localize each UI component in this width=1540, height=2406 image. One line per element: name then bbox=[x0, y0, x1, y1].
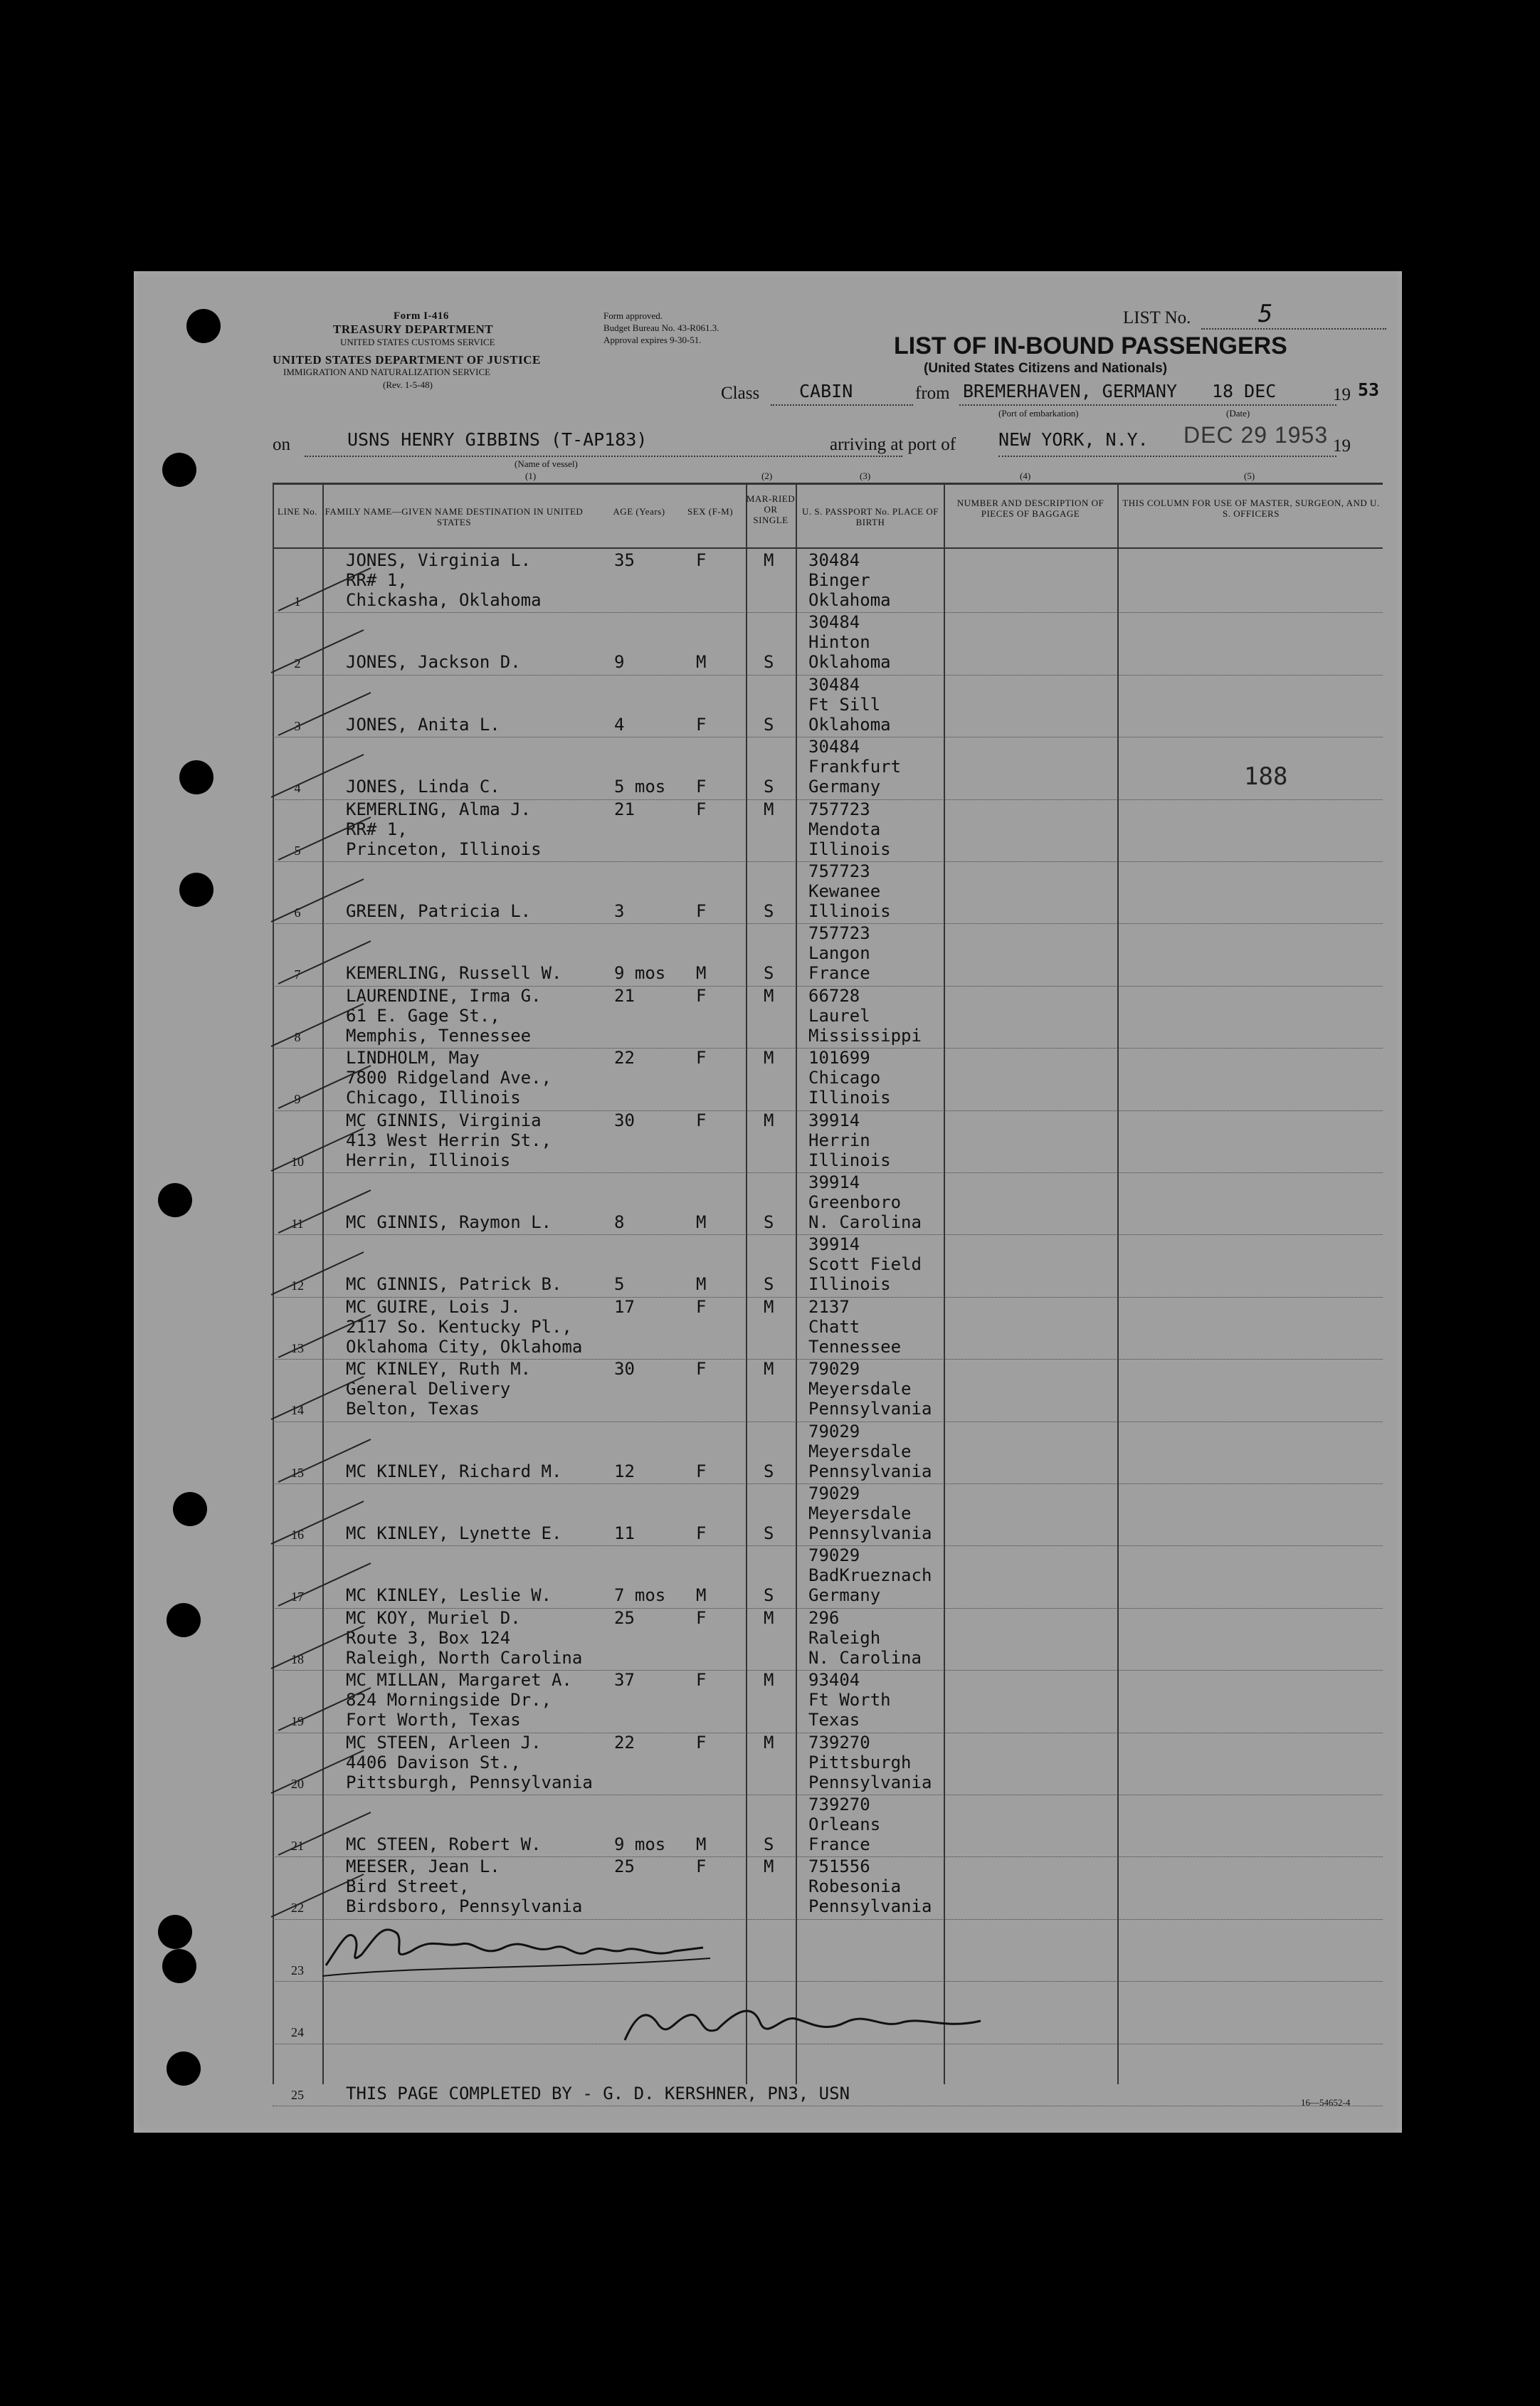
check-mark bbox=[275, 1436, 374, 1486]
sex-value: F bbox=[696, 1607, 707, 1628]
check-mark bbox=[268, 626, 367, 676]
check-mark bbox=[268, 1871, 367, 1921]
passenger-name: KEMERLING, Alma J. bbox=[346, 799, 532, 819]
line-number: 25 bbox=[291, 2087, 304, 2102]
budget-bureau: Budget Bureau No. 43-R061.3. bbox=[603, 322, 719, 333]
passport-number: 757723 bbox=[808, 799, 870, 819]
destination-line: KEMERLING, Russell W. bbox=[346, 963, 562, 984]
line-number: 19 bbox=[291, 1714, 304, 1729]
year-prefix: 19 bbox=[1333, 385, 1351, 404]
check-mark bbox=[268, 1125, 367, 1175]
from-label: from bbox=[915, 384, 950, 403]
passport-number: 79029 bbox=[808, 1483, 860, 1503]
binder-hole bbox=[167, 1603, 201, 1637]
passport-number: 66728 bbox=[808, 985, 860, 1006]
line-number: 1 bbox=[294, 594, 301, 609]
col-header-age: AGE (Years) bbox=[613, 506, 665, 517]
sex-value: F bbox=[696, 1461, 707, 1481]
check-mark bbox=[275, 937, 374, 987]
place-of-birth: Pennsylvania bbox=[808, 1896, 932, 1917]
col-number-3: (3) bbox=[860, 471, 871, 481]
date-value: 18 DEC bbox=[1212, 381, 1277, 401]
age-value: 11 bbox=[614, 1523, 635, 1543]
col-divider bbox=[944, 483, 945, 2084]
destination-line: Birdsboro, Pennsylvania bbox=[346, 1896, 583, 1917]
line-number: 12 bbox=[291, 1278, 304, 1293]
destination-line: Chickasha, Oklahoma bbox=[346, 590, 542, 610]
passenger-name: MC GUIRE, Lois J. bbox=[346, 1296, 521, 1317]
passport-number: 79029 bbox=[808, 1545, 860, 1566]
place-of-birth: Raleigh bbox=[808, 1627, 881, 1648]
ins-service: IMMIGRATION AND NATURALIZATION SERVICE bbox=[283, 367, 491, 377]
binder-hole bbox=[162, 453, 196, 487]
binder-hole bbox=[173, 1492, 207, 1526]
destination-line: Route 3, Box 124 bbox=[346, 1627, 511, 1648]
marital-status: S bbox=[764, 1212, 774, 1232]
check-mark bbox=[268, 751, 367, 801]
age-value: 9 mos bbox=[614, 1834, 666, 1854]
check-mark bbox=[275, 1684, 374, 1734]
arriving-label: arriving at port of bbox=[830, 435, 956, 454]
destination-line: JONES, Jackson D. bbox=[346, 652, 521, 673]
line-number: 11 bbox=[291, 1217, 304, 1231]
vessel-col-number: (1) bbox=[525, 471, 537, 481]
place-of-birth: Hinton bbox=[808, 632, 870, 653]
place-of-birth: Ft Sill bbox=[808, 694, 881, 715]
from-value: BREMERHAVEN, GERMANY bbox=[963, 381, 1178, 401]
place-of-birth: Illinois bbox=[808, 1088, 891, 1108]
passport-number: 30484 bbox=[808, 737, 860, 757]
place-of-birth: Illinois bbox=[808, 1150, 891, 1170]
kershner-signature bbox=[618, 2001, 988, 2051]
col-header-married: MAR-RIED OR SINGLE bbox=[746, 493, 796, 525]
age-value: 21 bbox=[614, 985, 635, 1006]
customs-service: UNITED STATES CUSTOMS SERVICE bbox=[340, 337, 495, 347]
passenger-name: MC STEEN, Arleen J. bbox=[346, 1732, 542, 1753]
line-number: 16 bbox=[291, 1528, 304, 1542]
justice-dept: UNITED STATES DEPARTMENT OF JUSTICE bbox=[273, 353, 541, 367]
place-of-birth: Oklahoma bbox=[808, 714, 891, 735]
sex-value: F bbox=[696, 985, 707, 1006]
destination-line: Raleigh, North Carolina bbox=[346, 1647, 583, 1668]
destination-line: MC KINLEY, Leslie W. bbox=[346, 1585, 552, 1606]
form-approved: Form approved. bbox=[603, 310, 663, 321]
passport-number: 39914 bbox=[808, 1234, 860, 1255]
passenger-name: MC KINLEY, Ruth M. bbox=[346, 1359, 532, 1380]
marital-status: M bbox=[764, 1048, 774, 1068]
check-mark bbox=[268, 1249, 367, 1298]
sex-value: M bbox=[696, 1212, 707, 1232]
row-divider bbox=[273, 1981, 1383, 1982]
arrival-year-prefix: 19 bbox=[1333, 436, 1351, 456]
table-header-border bbox=[273, 547, 1383, 549]
place-of-birth: Mendota bbox=[808, 819, 881, 839]
check-mark bbox=[275, 689, 374, 739]
class-label: Class bbox=[721, 384, 760, 403]
sex-value: F bbox=[696, 1359, 707, 1380]
sex-value: F bbox=[696, 1856, 707, 1877]
destination-line: Belton, Texas bbox=[346, 1399, 480, 1419]
age-value: 22 bbox=[614, 1048, 635, 1068]
marital-status: M bbox=[764, 1296, 774, 1317]
revision: (Rev. 1-5-48) bbox=[383, 379, 433, 390]
passenger-name: MC GINNIS, Virginia bbox=[346, 1110, 542, 1130]
destination-line: Pittsburgh, Pennsylvania bbox=[346, 1772, 593, 1792]
place-of-birth: France bbox=[808, 963, 870, 984]
marital-status: M bbox=[764, 1359, 774, 1380]
marital-status: M bbox=[764, 1110, 774, 1130]
destination-line: 7800 Ridgeland Ave., bbox=[346, 1068, 552, 1088]
destination-line: Fort Worth, Texas bbox=[346, 1710, 521, 1730]
marital-status: M bbox=[764, 1670, 774, 1691]
check-mark bbox=[268, 1622, 367, 1672]
destination-line: Memphis, Tennessee bbox=[346, 1025, 532, 1046]
destination-line: MC KINLEY, Lynette E. bbox=[346, 1523, 562, 1543]
place-of-birth: Oklahoma bbox=[808, 590, 891, 610]
age-value: 9 bbox=[614, 652, 625, 673]
passport-number: 30484 bbox=[808, 674, 860, 695]
place-of-birth: BadKrueznach bbox=[808, 1565, 932, 1586]
place-of-birth: Illinois bbox=[808, 1274, 891, 1295]
destination-line: Chicago, Illinois bbox=[346, 1088, 521, 1108]
destination-line: JONES, Linda C. bbox=[346, 777, 500, 797]
line-number: 17 bbox=[291, 1590, 304, 1604]
check-mark bbox=[268, 1747, 367, 1797]
age-value: 21 bbox=[614, 799, 635, 819]
line-number: 6 bbox=[294, 905, 301, 920]
passport-number: 751556 bbox=[808, 1856, 870, 1877]
place-of-birth: Illinois bbox=[808, 839, 891, 859]
marital-status: S bbox=[764, 1274, 774, 1295]
sex-value: F bbox=[696, 1110, 707, 1130]
destination-line: THIS PAGE COMPLETED BY - G. D. KERSHNER, PN3, USN bbox=[346, 2083, 850, 2103]
destination-line: 4406 Davison St., bbox=[346, 1752, 521, 1772]
passenger-name: MC MILLAN, Margaret A. bbox=[346, 1670, 572, 1691]
binder-hole bbox=[158, 1183, 192, 1217]
age-value: 9 mos bbox=[614, 963, 666, 984]
list-no-value: 5 bbox=[1258, 300, 1273, 328]
passport-number: 93404 bbox=[808, 1670, 860, 1691]
port-embark-caption: (Port of embarkation) bbox=[998, 408, 1079, 419]
passport-number: 30484 bbox=[808, 550, 860, 570]
check-mark bbox=[268, 1000, 367, 1050]
age-value: 3 bbox=[614, 901, 625, 921]
age-value: 30 bbox=[614, 1110, 635, 1130]
place-of-birth: Kewanee bbox=[808, 881, 881, 901]
passport-number: 757723 bbox=[808, 861, 870, 881]
sex-value: M bbox=[696, 652, 707, 673]
marital-status: S bbox=[764, 1585, 774, 1606]
marital-status: S bbox=[764, 1523, 774, 1543]
place-of-birth: Tennessee bbox=[808, 1336, 902, 1357]
passport-number: 739270 bbox=[808, 1732, 870, 1753]
on-label: on bbox=[273, 435, 290, 454]
place-of-birth: N. Carolina bbox=[808, 1212, 922, 1232]
arrival-port: NEW YORK, N.Y. bbox=[998, 429, 1149, 450]
col-divider bbox=[746, 483, 747, 2084]
age-value: 12 bbox=[614, 1461, 635, 1481]
line-number: 3 bbox=[294, 718, 301, 733]
age-value: 5 mos bbox=[614, 777, 666, 797]
col-header-passport: U. S. PASSPORT No. PLACE OF BIRTH bbox=[802, 506, 939, 527]
place-of-birth: Ft Worth bbox=[808, 1690, 891, 1711]
vessel-caption: (Name of vessel) bbox=[515, 458, 578, 469]
sex-value: M bbox=[696, 1585, 707, 1606]
arrival-line bbox=[998, 456, 1336, 457]
age-value: 22 bbox=[614, 1732, 635, 1753]
line-number: 21 bbox=[291, 1839, 304, 1853]
place-of-birth: Frankfurt bbox=[808, 757, 902, 777]
destination-line: 824 Morningside Dr., bbox=[346, 1690, 552, 1711]
form-number: Form I-416 bbox=[394, 310, 449, 322]
place-of-birth: Chicago bbox=[808, 1068, 881, 1088]
passenger-name: MC KOY, Muriel D. bbox=[346, 1607, 521, 1628]
place-of-birth: Oklahoma bbox=[808, 652, 891, 673]
sex-value: F bbox=[696, 1296, 707, 1317]
form-title: LIST OF IN-BOUND PASSENGERS bbox=[894, 332, 1287, 359]
binder-hole bbox=[162, 1949, 196, 1983]
list-no-label: LIST No. bbox=[1123, 308, 1191, 327]
place-of-birth: Pittsburgh bbox=[808, 1752, 912, 1772]
line-number: 9 bbox=[294, 1092, 301, 1107]
place-of-birth: Mississippi bbox=[808, 1025, 922, 1046]
form-subtitle: (United States Citizens and Nationals) bbox=[924, 361, 1168, 376]
sex-value: F bbox=[696, 1048, 707, 1068]
destination-line: MC GINNIS, Raymon L. bbox=[346, 1212, 552, 1232]
destination-line: Oklahoma City, Oklahoma bbox=[346, 1336, 583, 1357]
destination-line: MC GINNIS, Patrick B. bbox=[346, 1274, 562, 1295]
document-page bbox=[134, 271, 1402, 2133]
place-of-birth: Scott Field bbox=[808, 1254, 922, 1275]
marital-status: S bbox=[764, 714, 774, 735]
sex-value: F bbox=[696, 777, 707, 797]
col-header-line: LINE No. bbox=[278, 506, 317, 517]
check-mark bbox=[275, 1311, 374, 1361]
passport-number: 739270 bbox=[808, 1795, 870, 1814]
place-of-birth: Germany bbox=[808, 1585, 881, 1606]
place-of-birth: France bbox=[808, 1834, 870, 1854]
col-header-baggage: NUMBER AND DESCRIPTION OF PIECES OF BAGGAGE bbox=[956, 498, 1104, 519]
line-number: 4 bbox=[294, 781, 301, 796]
age-value: 7 mos bbox=[614, 1585, 666, 1606]
master-signature bbox=[319, 1916, 717, 1980]
sex-value: F bbox=[696, 714, 707, 735]
marital-status: M bbox=[764, 550, 774, 570]
sex-value: M bbox=[696, 963, 707, 984]
check-mark bbox=[275, 1187, 374, 1236]
place-of-birth: Herrin bbox=[808, 1130, 870, 1150]
sex-value: F bbox=[696, 550, 707, 570]
destination-line: Princeton, Illinois bbox=[346, 839, 542, 859]
line-number: 24 bbox=[291, 2025, 304, 2040]
marital-status: M bbox=[764, 1732, 774, 1753]
line-number: 13 bbox=[291, 1340, 304, 1355]
age-value: 4 bbox=[614, 714, 625, 735]
col-number-2: (2) bbox=[761, 471, 773, 481]
marital-status: S bbox=[764, 901, 774, 921]
passenger-name: LINDHOLM, May bbox=[346, 1048, 480, 1068]
check-mark bbox=[268, 1498, 367, 1548]
place-of-birth: Meyersdale bbox=[808, 1379, 912, 1399]
line-number: 7 bbox=[294, 967, 301, 982]
marital-status: S bbox=[764, 1834, 774, 1854]
marital-status: M bbox=[764, 985, 774, 1006]
arrival-date-stamp: DEC 29 1953 bbox=[1183, 422, 1329, 448]
destination-line: Bird Street, bbox=[346, 1876, 470, 1897]
age-value: 8 bbox=[614, 1212, 625, 1232]
destination-line: MC KINLEY, Richard M. bbox=[346, 1461, 562, 1481]
sex-value: M bbox=[696, 1834, 707, 1854]
age-value: 17 bbox=[614, 1296, 635, 1317]
passenger-name: MEESER, Jean L. bbox=[346, 1856, 500, 1877]
passport-number: 39914 bbox=[808, 1110, 860, 1130]
place-of-birth: Illinois bbox=[808, 901, 891, 921]
marital-status: M bbox=[764, 1607, 774, 1628]
place-of-birth: Pennsylvania bbox=[808, 1772, 932, 1792]
passport-number: 757723 bbox=[808, 923, 870, 944]
sex-value: F bbox=[696, 1732, 707, 1753]
passport-number: 101699 bbox=[808, 1048, 870, 1068]
col-divider bbox=[1117, 483, 1119, 2084]
col-number-5: (5) bbox=[1244, 471, 1255, 481]
line-number: 8 bbox=[294, 1029, 301, 1044]
place-of-birth: Orleans bbox=[808, 1814, 881, 1834]
table-top-border bbox=[273, 483, 1383, 485]
place-of-birth: Meyersdale bbox=[808, 1441, 912, 1461]
destination-line: MC STEEN, Robert W. bbox=[346, 1834, 542, 1854]
destination-line: 413 West Herrin St., bbox=[346, 1130, 552, 1150]
place-of-birth: Pennsylvania bbox=[808, 1523, 932, 1543]
footer-code: 16—54652-4 bbox=[1301, 2097, 1351, 2108]
date-caption: (Date) bbox=[1226, 408, 1250, 419]
sex-value: M bbox=[696, 1274, 707, 1295]
check-mark bbox=[268, 876, 367, 925]
age-value: 25 bbox=[614, 1856, 635, 1877]
col-number-4: (4) bbox=[1020, 471, 1031, 481]
marital-status: M bbox=[764, 799, 774, 819]
check-mark bbox=[275, 1809, 374, 1859]
check-mark bbox=[275, 1560, 374, 1609]
check-mark bbox=[275, 814, 374, 863]
destination-line: JONES, Anita L. bbox=[346, 714, 500, 735]
binder-hole bbox=[179, 760, 213, 794]
sex-value: F bbox=[696, 901, 707, 921]
line-number: 15 bbox=[291, 1465, 304, 1480]
destination-line: RR# 1, bbox=[346, 819, 408, 839]
place-of-birth: Meyersdale bbox=[808, 1503, 912, 1523]
binder-hole bbox=[179, 873, 213, 907]
passport-number: 39914 bbox=[808, 1172, 860, 1192]
marital-status: S bbox=[764, 777, 774, 797]
place-of-birth: Germany bbox=[808, 777, 881, 797]
check-mark bbox=[275, 1062, 374, 1112]
sex-value: F bbox=[696, 1523, 707, 1543]
line-number: 10 bbox=[291, 1154, 304, 1169]
place-of-birth: Laurel bbox=[808, 1005, 870, 1026]
marital-status: S bbox=[764, 1461, 774, 1481]
destination-line: General Delivery bbox=[346, 1379, 511, 1399]
from-line bbox=[959, 404, 1336, 406]
check-mark bbox=[268, 1373, 367, 1423]
passport-number: 296 bbox=[808, 1607, 840, 1628]
passenger-name: LAURENDINE, Irma G. bbox=[346, 985, 542, 1006]
marital-status: M bbox=[764, 1856, 774, 1877]
col-header-name: FAMILY NAME—GIVEN NAME DESTINATION IN UNITED STATES bbox=[325, 506, 584, 527]
binder-hole bbox=[186, 309, 221, 343]
destination-line: Herrin, Illinois bbox=[346, 1150, 511, 1170]
destination-line: GREEN, Patricia L. bbox=[346, 901, 532, 921]
passport-number: 79029 bbox=[808, 1359, 860, 1380]
place-of-birth: Greenboro bbox=[808, 1192, 902, 1212]
binder-hole bbox=[158, 1915, 192, 1949]
line-number: 22 bbox=[291, 1901, 304, 1916]
vessel-value: USNS HENRY GIBBINS (T-AP183) bbox=[347, 429, 648, 450]
class-value: CABIN bbox=[799, 381, 853, 401]
line-number: 18 bbox=[291, 1651, 304, 1666]
destination-line: 61 E. Gage St., bbox=[346, 1005, 500, 1026]
check-mark bbox=[275, 564, 374, 614]
vessel-line bbox=[305, 456, 902, 457]
line-number: 5 bbox=[294, 843, 301, 858]
marital-status: S bbox=[764, 963, 774, 984]
list-no-line bbox=[1201, 328, 1386, 330]
age-value: 5 bbox=[614, 1274, 625, 1295]
place-of-birth: Pennsylvania bbox=[808, 1399, 932, 1419]
place-of-birth: N. Carolina bbox=[808, 1647, 922, 1668]
place-of-birth: Robesonia bbox=[808, 1876, 902, 1897]
age-value: 30 bbox=[614, 1359, 635, 1380]
destination-line: 2117 So. Kentucky Pl., bbox=[346, 1316, 572, 1337]
place-of-birth: Chatt bbox=[808, 1316, 860, 1337]
col-divider bbox=[796, 483, 797, 2084]
place-of-birth: Langon bbox=[808, 943, 870, 964]
line-number: 2 bbox=[294, 656, 301, 671]
age-value: 25 bbox=[614, 1607, 635, 1628]
place-of-birth: Binger bbox=[808, 570, 870, 590]
age-value: 35 bbox=[614, 550, 635, 570]
treasury-dept: TREASURY DEPARTMENT bbox=[333, 322, 494, 336]
sex-value: F bbox=[696, 799, 707, 819]
sex-value: F bbox=[696, 1670, 707, 1691]
passport-number: 30484 bbox=[808, 612, 860, 633]
approval-expires: Approval expires 9-30-51. bbox=[603, 335, 702, 345]
passenger-name: JONES, Virginia L. bbox=[346, 550, 532, 570]
officer-note: 188 bbox=[1244, 762, 1288, 791]
line-number: 20 bbox=[291, 1776, 304, 1791]
line-number: 14 bbox=[291, 1403, 304, 1418]
place-of-birth: Pennsylvania bbox=[808, 1461, 932, 1481]
destination-line: RR# 1, bbox=[346, 570, 408, 590]
line-number: 23 bbox=[291, 1963, 304, 1977]
marital-status: S bbox=[764, 652, 774, 673]
col-header-sex: SEX (F-M) bbox=[687, 506, 734, 517]
class-line bbox=[771, 404, 913, 406]
passport-number: 79029 bbox=[808, 1421, 860, 1441]
binder-hole bbox=[167, 2052, 201, 2086]
age-value: 37 bbox=[614, 1670, 635, 1691]
passport-number: 2137 bbox=[808, 1296, 850, 1317]
col-header-officers: THIS COLUMN FOR USE OF MASTER, SURGEON, AND U. S. OFFICERS bbox=[1122, 498, 1380, 519]
year-value: 53 bbox=[1358, 379, 1380, 400]
place-of-birth: Texas bbox=[808, 1710, 860, 1730]
